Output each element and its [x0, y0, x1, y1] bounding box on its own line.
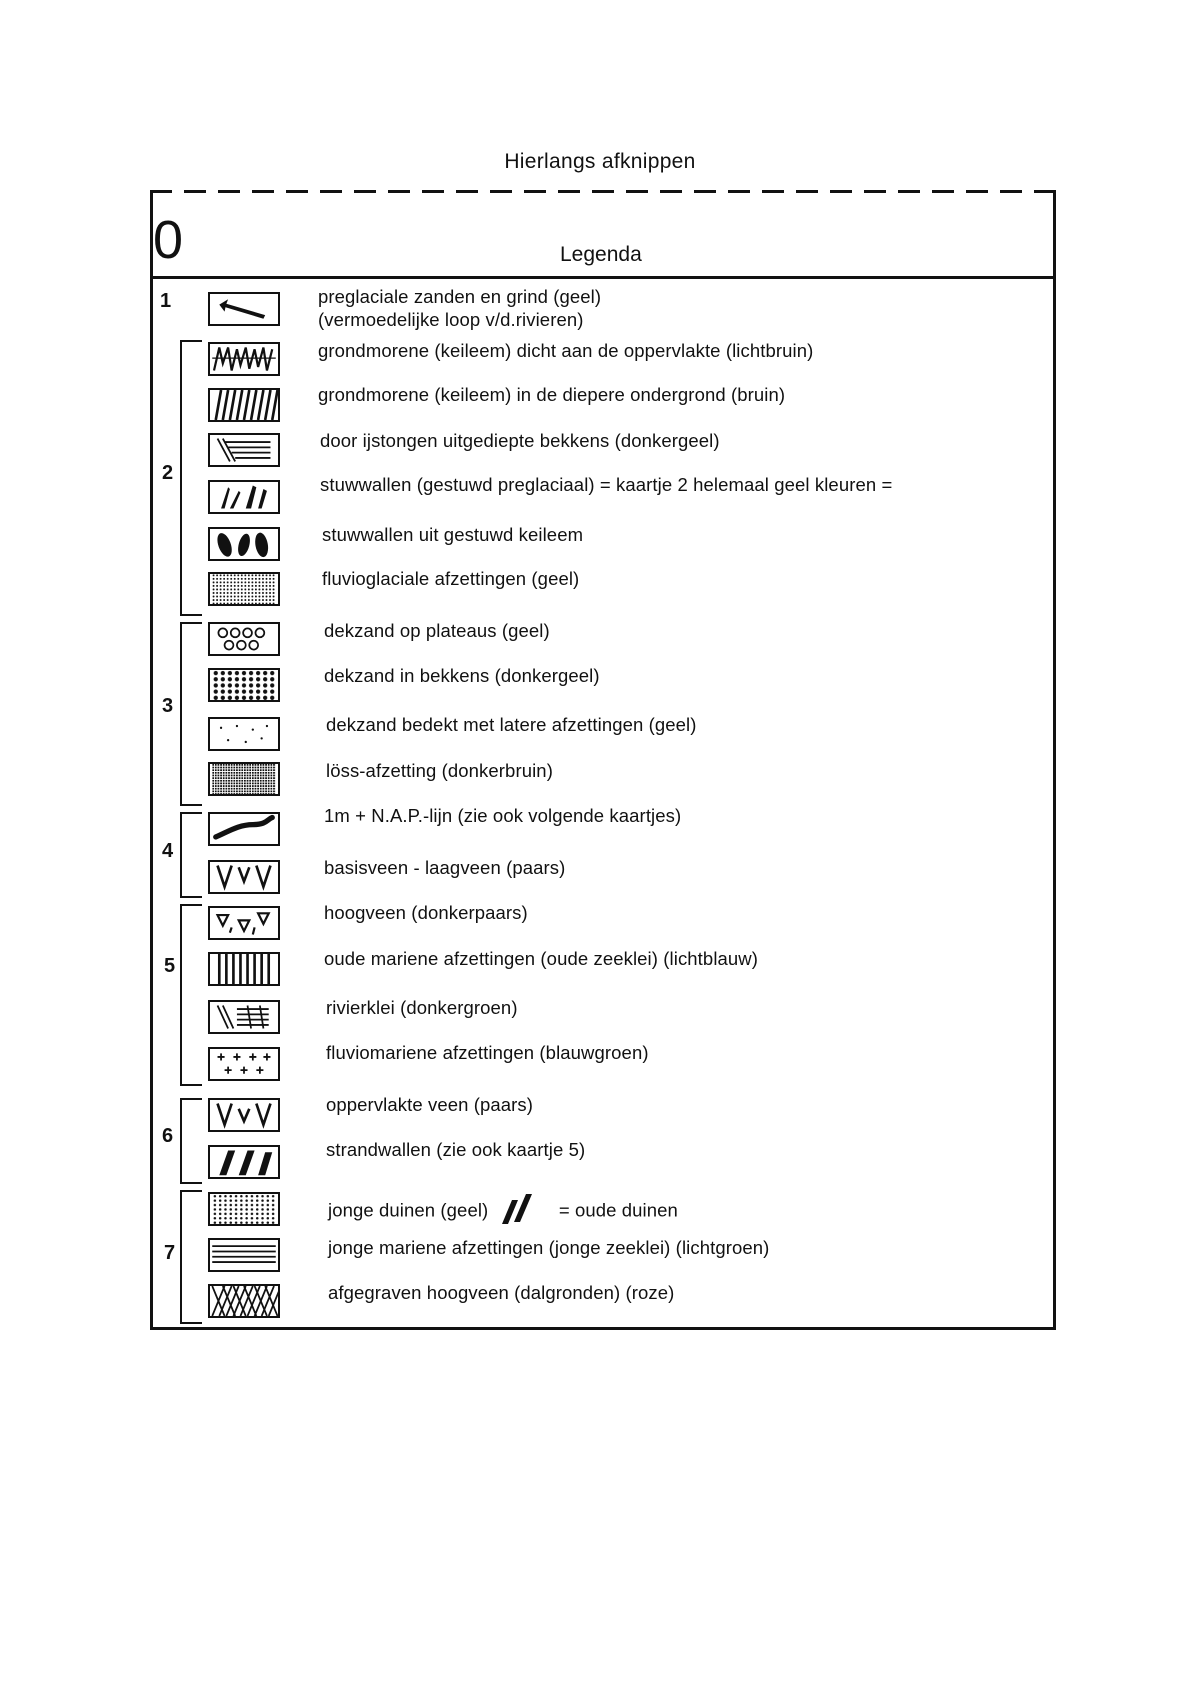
pushed-ridge-icon	[208, 480, 280, 514]
legend-item-label: preglaciale zanden en grind (geel)	[318, 286, 602, 307]
triangles-icon	[208, 906, 280, 940]
header-divider	[150, 276, 1056, 279]
stipple-icon	[208, 762, 280, 796]
dense-dots-icon	[208, 572, 280, 606]
river-clay-icon	[208, 1000, 280, 1034]
legend-item-label: afgegraven hoogveen (dalgronden) (roze)	[328, 1282, 675, 1303]
group-bracket	[180, 812, 202, 898]
panel-number: 0	[153, 210, 184, 270]
legend-item-row	[328, 1192, 678, 1231]
legend-title: Legenda	[560, 243, 642, 266]
cross-hatch-icon	[208, 1284, 280, 1318]
group-number: 7	[164, 1242, 176, 1264]
legend-item-label: fluviomariene afzettingen (blauwgroen)	[326, 1042, 649, 1063]
legend-item-label: jonge mariene afzettingen (jonge zeeklei) (lichtgroen)	[328, 1237, 770, 1258]
legend-item-label: hoogveen (donkerpaars)	[324, 902, 528, 923]
legend-item-label: strandwallen (zie ook kaartje 5)	[326, 1139, 586, 1160]
crosses-icon	[208, 1047, 280, 1081]
legend-item-sublabel: (vermoedelijke loop v/d.rivieren)	[318, 309, 584, 330]
old-dunes-icon	[498, 1192, 550, 1231]
group-number: 5	[164, 955, 176, 977]
legend-item-label: dekzand in bekkens (donkergeel)	[324, 665, 600, 686]
group-number: 6	[162, 1125, 174, 1147]
legend-item-label: fluvioglaciale afzettingen (geel)	[322, 568, 580, 589]
contour-line-icon	[208, 812, 280, 846]
group-bracket	[180, 1190, 202, 1324]
legend-item-label: stuwwallen (gestuwd preglaciaal) = kaartje 2 helemaal geel kleuren =	[320, 474, 893, 495]
v-marks-icon	[208, 860, 280, 894]
black-ridge-icon	[208, 527, 280, 561]
vertical-lines-icon	[208, 952, 280, 986]
arrow-icon	[208, 292, 280, 326]
group-bracket	[180, 622, 202, 806]
legend-item-label: grondmorene (keileem) in de diepere ondergrond (bruin)	[318, 384, 786, 405]
legend-item-label: rivierklei (donkergroen)	[326, 997, 518, 1018]
sparse-dots-icon	[208, 717, 280, 751]
legend-panel	[150, 192, 1056, 1330]
legend-item-label: dekzand op plateaus (geel)	[324, 620, 550, 641]
legend-item-label-after: = oude duinen	[558, 1199, 678, 1221]
group-number: 4	[162, 840, 174, 862]
legend-item-label: oppervlakte veen (paars)	[326, 1094, 534, 1115]
basin-lines-icon	[208, 433, 280, 467]
group-bracket	[180, 340, 202, 616]
group-number: 1	[160, 290, 172, 312]
circles-icon	[208, 622, 280, 656]
legend-item-label: dekzand bedekt met latere afzettingen (geel)	[326, 714, 697, 735]
group-bracket	[180, 904, 202, 1086]
v-marks-icon	[208, 1098, 280, 1132]
legend-item-label: door ijstongen uitgediepte bekkens (donkergeel)	[320, 430, 720, 451]
group-number: 3	[162, 695, 174, 717]
horizontal-lines-icon	[208, 1238, 280, 1272]
fine-dots-icon	[208, 1192, 280, 1226]
legend-item-label: basisveen - laagveen (paars)	[324, 857, 566, 878]
beach-ridge-icon	[208, 1145, 280, 1179]
group-number: 2	[162, 462, 174, 484]
group-bracket	[180, 1098, 202, 1184]
cut-here-text: Hierlangs afknippen	[504, 150, 696, 173]
legend-item-label: grondmorene (keileem) dicht aan de oppervlakte (lichtbruin)	[318, 340, 814, 361]
legend-item-label: stuwwallen uit gestuwd keileem	[322, 524, 584, 545]
diagonal-hatch-icon	[208, 388, 280, 422]
dot-grid-icon	[208, 668, 280, 702]
legend-item-label: jonge duinen (geel)	[328, 1199, 489, 1221]
legend-item-label: 1m + N.A.P.-lijn (zie ook volgende kaartjes)	[324, 805, 682, 826]
zigzag-hatch-icon	[208, 342, 280, 376]
legend-item-label: oude mariene afzettingen (oude zeeklei) (lichtblauw)	[324, 948, 759, 969]
legend-item-label: löss-afzetting (donkerbruin)	[326, 760, 553, 781]
